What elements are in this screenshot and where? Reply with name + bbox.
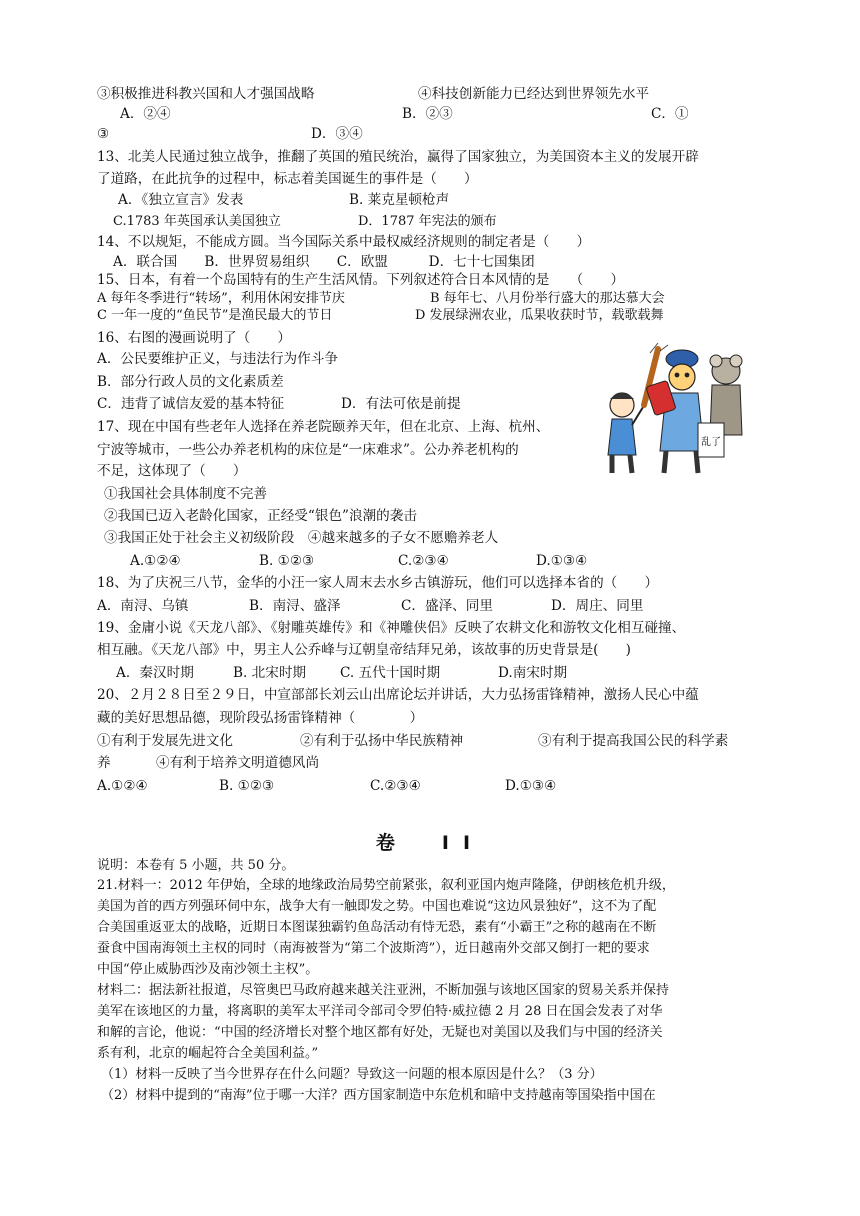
q21-material2-line4: 系有利，北京的崛起符合全美国利益。” — [97, 1046, 319, 1061]
q18-option-c: C．盛泽、同里 — [401, 598, 493, 614]
q15-option-c: C 一年一度的“鱼民节”是渔民最大的节日 — [97, 308, 333, 323]
cartoon-sign-text: 乱了 — [701, 437, 721, 448]
q18-stem: 18、为了庆祝三八节，金华的小汪一家人周末去水乡古镇游玩，他们可以选择本省的（ ） — [97, 575, 659, 591]
q20-item-4: ④有利于培养文明道德风尚 — [156, 755, 320, 771]
q14-options: A．联合国 B．世界贸易组织 C．欧盟 D．七十七国集团 — [113, 254, 535, 270]
q18-option-b: B．南浔、盛泽 — [249, 598, 341, 614]
q15-option-d: D 发展绿洲农业，瓜果收获时节，载歌载舞 — [415, 308, 664, 323]
q21-material1-line3: 合美国重返亚太的战略，近期日本图谋独霸钓鱼岛活动有恃无恐，素有“小霸王”之称的越南在不断 — [97, 920, 657, 935]
q20-item-3: ③有利于提高我国公民的科学素 — [538, 733, 729, 749]
q17-item-2: ②我国已迈入老龄化国家，正经受“银色”浪潮的袭击 — [104, 508, 417, 524]
q18-option-a: A．南浔、乌镇 — [97, 598, 189, 614]
q19-stem-line2: 相互融。《天龙八部》中，男主人公乔峰与辽朝皇帝结拜兄弟，该故事的历史背景是( ) — [97, 642, 631, 658]
q13-stem-line2: 了道路，在此抗争的过程中，标志着美国诞生的事件是（ ） — [97, 171, 478, 187]
q20-option-c: C.②③④ — [370, 778, 421, 794]
q12-line1b: ④科技创新能力已经达到世界领先水平 — [418, 86, 650, 102]
q19-stem-line1: 19、金庸小说《天龙八部》、《射雕英雄传》和《神雕侠侣》反映了农耕文化和游牧文化相互碰撞、 — [97, 620, 686, 636]
q17-stem-line3: 不足，这体现了（ ） — [97, 463, 247, 479]
q20-option-d: D.①③④ — [505, 778, 557, 794]
q21-material1-line2: 美国为首的西方列强环伺中东，战争大有一触即发之势。中国也难说“这边风景独好”，这不为了配 — [97, 899, 657, 914]
q20-stem-line1: 20、２月２８日至２９日，中宣部部长刘云山出席论坛并讲话，大力弘扬雷锋精神，激扬人民心中蕴 — [97, 687, 699, 703]
q21-material2-line3: 和解的言论，他说：“中国的经济增长对整个地区都有好处，无疑也对美国以及我们与中国的经济关 — [97, 1025, 663, 1040]
q12-option-a: A．②④ — [120, 106, 171, 122]
q12-option-c: C．① — [651, 106, 689, 122]
q17-stem-line1: 17、现在中国有些老年人选择在养老院颐养天年，但在北京、上海、杭州、 — [97, 419, 550, 435]
q20-option-b: B. ①②③ — [219, 778, 275, 794]
q12-option-c-cont: ③ — [97, 126, 110, 142]
q13-option-c: C.1783 年英国承认美国独立 — [113, 214, 281, 229]
q12-option-d: D．③④ — [311, 126, 363, 142]
q19-option-a: A．秦汉时期 — [116, 665, 194, 681]
q16-option-b: B．部分行政人员的文化素质差 — [97, 374, 284, 390]
q12-option-b: B．②③ — [402, 106, 453, 122]
q21-material2-line2: 美军在该地区的力量，将离职的美军太平洋司令部司令罗伯特·威拉德 2 月 28 日在国会发表了对华 — [97, 1004, 663, 1019]
cartoon-illustration — [600, 339, 746, 479]
q20-option-a: A.①②④ — [97, 778, 148, 794]
q17-item-1: ①我国社会具体制度不完善 — [104, 486, 268, 502]
q16-option-c: C．违背了诚信友爱的基本特征 — [97, 396, 285, 412]
q13-option-b: B. 莱克星顿枪声 — [349, 192, 450, 208]
q21-material1-line5: 中国“停止威胁西沙及南沙领土主权”。 — [97, 962, 319, 977]
q16-option-a: A．公民要维护正义，与违法行为作斗争 — [97, 351, 338, 367]
q18-option-d: D．周庄、同里 — [551, 598, 644, 614]
section-note: 说明：本卷有 5 小题，共 50 分。 — [97, 858, 295, 873]
section-title: 卷 II — [375, 832, 485, 854]
q21-material2-line1: 材料二：据法新社报道，尽管奥巴马政府越来越关注亚洲，不断加强与该地区国家的贸易关系并保持 — [97, 983, 670, 998]
q21-material1-line4: 蚕食中国南海领土主权的同时（南海被誉为“第二个波斯湾”），近日越南外交部又倒打一耙的要求 — [97, 941, 650, 956]
q17-option-b: B. ①②③ — [259, 553, 315, 569]
q20-item-2: ②有利于弘扬中华民族精神 — [300, 733, 464, 749]
q15-option-a: A 每年冬季进行“转场”，利用休闲安排节庆 — [97, 291, 345, 306]
q21-subquestion-2: （2）材料中提到的“南海”位于哪一大洋？西方国家制造中东危机和暗中支持越南等国染指中国在 — [101, 1088, 656, 1103]
q19-option-b: B. 北宋时期 — [233, 665, 307, 681]
q20-stem-line2: 藏的美好思想品德，现阶段弘扬雷锋精神（ ） — [97, 710, 424, 726]
q17-stem-line2: 宁波等城市，一些公办养老机构的床位是“一床难求”。公办养老机构的 — [97, 442, 519, 458]
q17-option-a: A.①②④ — [130, 553, 181, 569]
q16-option-d: D．有法可依是前提 — [341, 396, 461, 412]
q19-option-d: D.南宋时期 — [498, 665, 568, 681]
q21-material1-line1: 21.材料一：2012 年伊始，全球的地缘政治局势空前紧张，叙利亚国内炮声隆隆，伊朗核危机升级， — [97, 878, 675, 893]
q12-line1a: ③积极推进科教兴国和人才强国战略 — [97, 86, 315, 102]
q13-option-d: D．1787 年宪法的颁布 — [358, 214, 497, 229]
q20-item-1: ①有利于发展先进文化 — [97, 733, 233, 749]
q19-option-c: C. 五代十国时期 — [340, 665, 441, 681]
rat-figure — [698, 355, 742, 457]
q17-item-3: ③我国正处于社会主义初级阶段 ④越来越多的子女不愿赡养老人 — [104, 530, 499, 546]
q14-stem: 14、不以规矩，不能成方圆。当今国际关系中最权威经济规则的制定者是（ ） — [97, 234, 591, 250]
q21-subquestion-1: （1）材料一反映了当今世界存在什么问题？导致这一问题的根本原因是什么？（3 分） — [101, 1067, 603, 1082]
q17-option-c: C.②③④ — [398, 553, 449, 569]
q16-stem: 16、右图的漫画说明了（ ） — [97, 330, 292, 346]
q17-option-d: D.①③④ — [536, 553, 588, 569]
q20-item-3-cont: 养 — [97, 755, 111, 771]
q15-stem: 15、日本，有着一个岛国特有的生产生活风情。下列叙述符合日本风情的是 （ ） — [97, 272, 625, 288]
q13-option-a: A．《独立宣言》发表 — [118, 192, 244, 208]
q13-stem-line1: 13、北美人民通过独立战争，推翻了英国的殖民统治，赢得了国家独立，为美国资本主义的发展开辟 — [97, 149, 699, 165]
q15-option-b: B 每年七、八月份举行盛大的那达慕大会 — [430, 291, 665, 306]
